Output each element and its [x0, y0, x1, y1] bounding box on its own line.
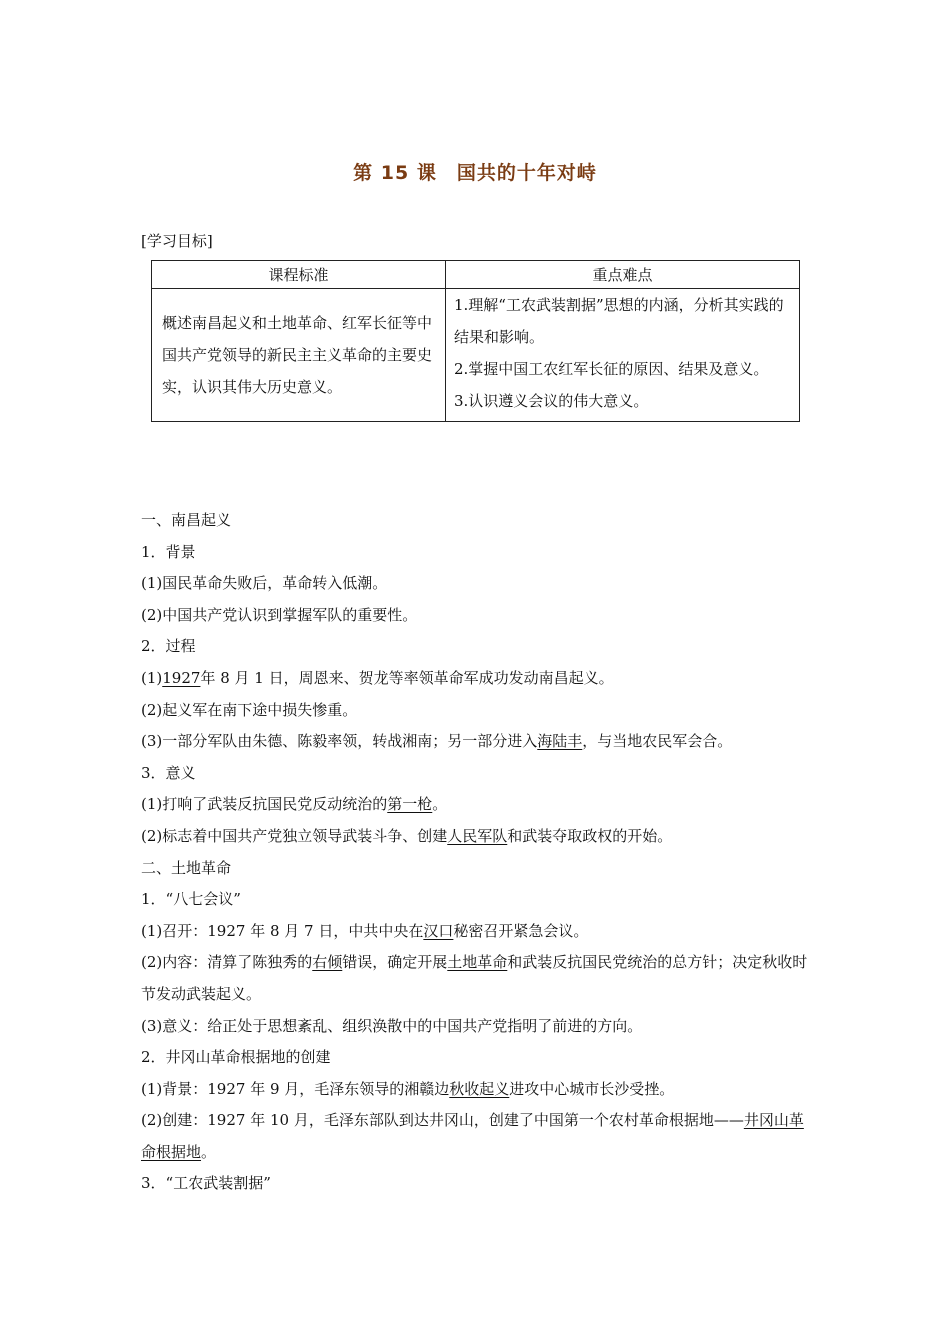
lesson-content	[141, 505, 811, 1200]
section-heading: 一、南昌起义	[141, 511, 232, 529]
text-span: (1)打响了武装反抗国民党反动统治的	[141, 795, 388, 814]
text-span: 秘密召开紧急会议。	[453, 921, 589, 940]
text-span: 进攻中心城市长沙受挫。	[509, 1079, 675, 1098]
content-line	[141, 663, 811, 695]
key-term: 井冈山革命根据地	[141, 1111, 804, 1161]
table-header-row	[152, 261, 800, 289]
text-span: (2)创建：1927 年 10 月，毛泽东部队到达井冈山，创建了中国第一个农村革命根据地——	[141, 1111, 744, 1130]
text-span: 和武装反抗国民党统治的总方针；决定秋收时节发动武装起义。	[141, 953, 808, 1003]
text-span: (2)标志着中国共产党独立领导武装斗争、创建	[141, 826, 448, 845]
text-span: (1)召开：1927 年 8 月 7 日，中共中央在	[141, 921, 424, 940]
key-point-item: 2.掌握中国工农红军长征的原因、结果及意义。	[454, 360, 769, 378]
subsection-heading: 3．“工农武装割据”	[141, 1174, 271, 1193]
standard-cell: 概述南昌起义和土地革命、红军长征等中国共产党领导的新民主主义革命的主要史实，认识其伟大历史意义。	[152, 289, 446, 422]
content-line: (2)中国共产党认识到掌握军队的重要性。	[141, 605, 418, 624]
content-line	[141, 789, 811, 821]
column-header-standard: 课程标准	[152, 261, 446, 289]
content-line	[141, 1105, 811, 1168]
page-title: 第 15 课 国共的十年对峙	[353, 162, 597, 184]
key-term: 人民军队	[447, 826, 508, 845]
content-line: (3)意义：给正处于思想紊乱、组织涣散中的中国共产党指明了前进的方向。	[141, 1016, 643, 1035]
text-span: 错误，确定开展	[342, 953, 448, 972]
key-point-item: 1.理解“工农武装割据”思想的内涵，分析其实践的结果和影响。	[454, 296, 784, 346]
key-term: 右倾	[312, 953, 343, 972]
text-span: (1)	[141, 668, 163, 687]
text-span: (1)背景：1927 年 9 月，毛泽东领导的湘赣边	[141, 1079, 450, 1098]
content-line	[141, 916, 811, 948]
text-span: (3)一部分军队由朱德、陈毅率领，转战湘南；另一部分进入	[141, 732, 538, 751]
content-line	[141, 821, 811, 853]
subsection-heading: 2．井冈山革命根据地的创建	[141, 1048, 331, 1067]
key-term: 土地革命	[447, 953, 508, 972]
text-span: 年 8 月 1 日，周恩来、贺龙等率领革命军成功发动南昌起义。	[200, 668, 614, 687]
subsection-heading: 3．意义	[141, 763, 196, 782]
learning-goals-table	[151, 260, 800, 422]
content-line: (2)起义军在南下途中损失惨重。	[141, 700, 358, 719]
text-span: (2)内容：清算了陈独秀的	[141, 953, 313, 972]
column-header-key-points: 重点难点	[446, 261, 800, 289]
key-term: 1927	[162, 668, 201, 687]
key-term: 海陆丰	[537, 732, 583, 751]
subsection-heading: 1．背景	[141, 542, 196, 561]
learning-goals-label: [学习目标]	[141, 232, 213, 250]
content-line: (1)国民革命失败后，革命转入低潮。	[141, 574, 388, 593]
key-term: 第一枪	[387, 795, 433, 814]
table-row	[152, 289, 800, 422]
content-line	[141, 726, 811, 758]
text-span: ，与当地农民军会合。	[582, 732, 733, 751]
content-line	[141, 947, 811, 1010]
text-span: 。	[201, 1142, 217, 1161]
text-span: 。	[432, 795, 448, 814]
key-points-cell	[446, 289, 800, 422]
key-term: 汉口	[423, 921, 454, 940]
subsection-heading: 1．“八七会议”	[141, 890, 241, 909]
key-term: 秋收起义	[449, 1079, 510, 1098]
section-heading: 二、土地革命	[141, 858, 232, 877]
key-point-item: 3.认识遵义会议的伟大意义。	[454, 392, 649, 410]
subsection-heading: 2．过程	[141, 637, 196, 656]
text-span: 和武装夺取政权的开始。	[507, 826, 673, 845]
content-line	[141, 1074, 811, 1106]
